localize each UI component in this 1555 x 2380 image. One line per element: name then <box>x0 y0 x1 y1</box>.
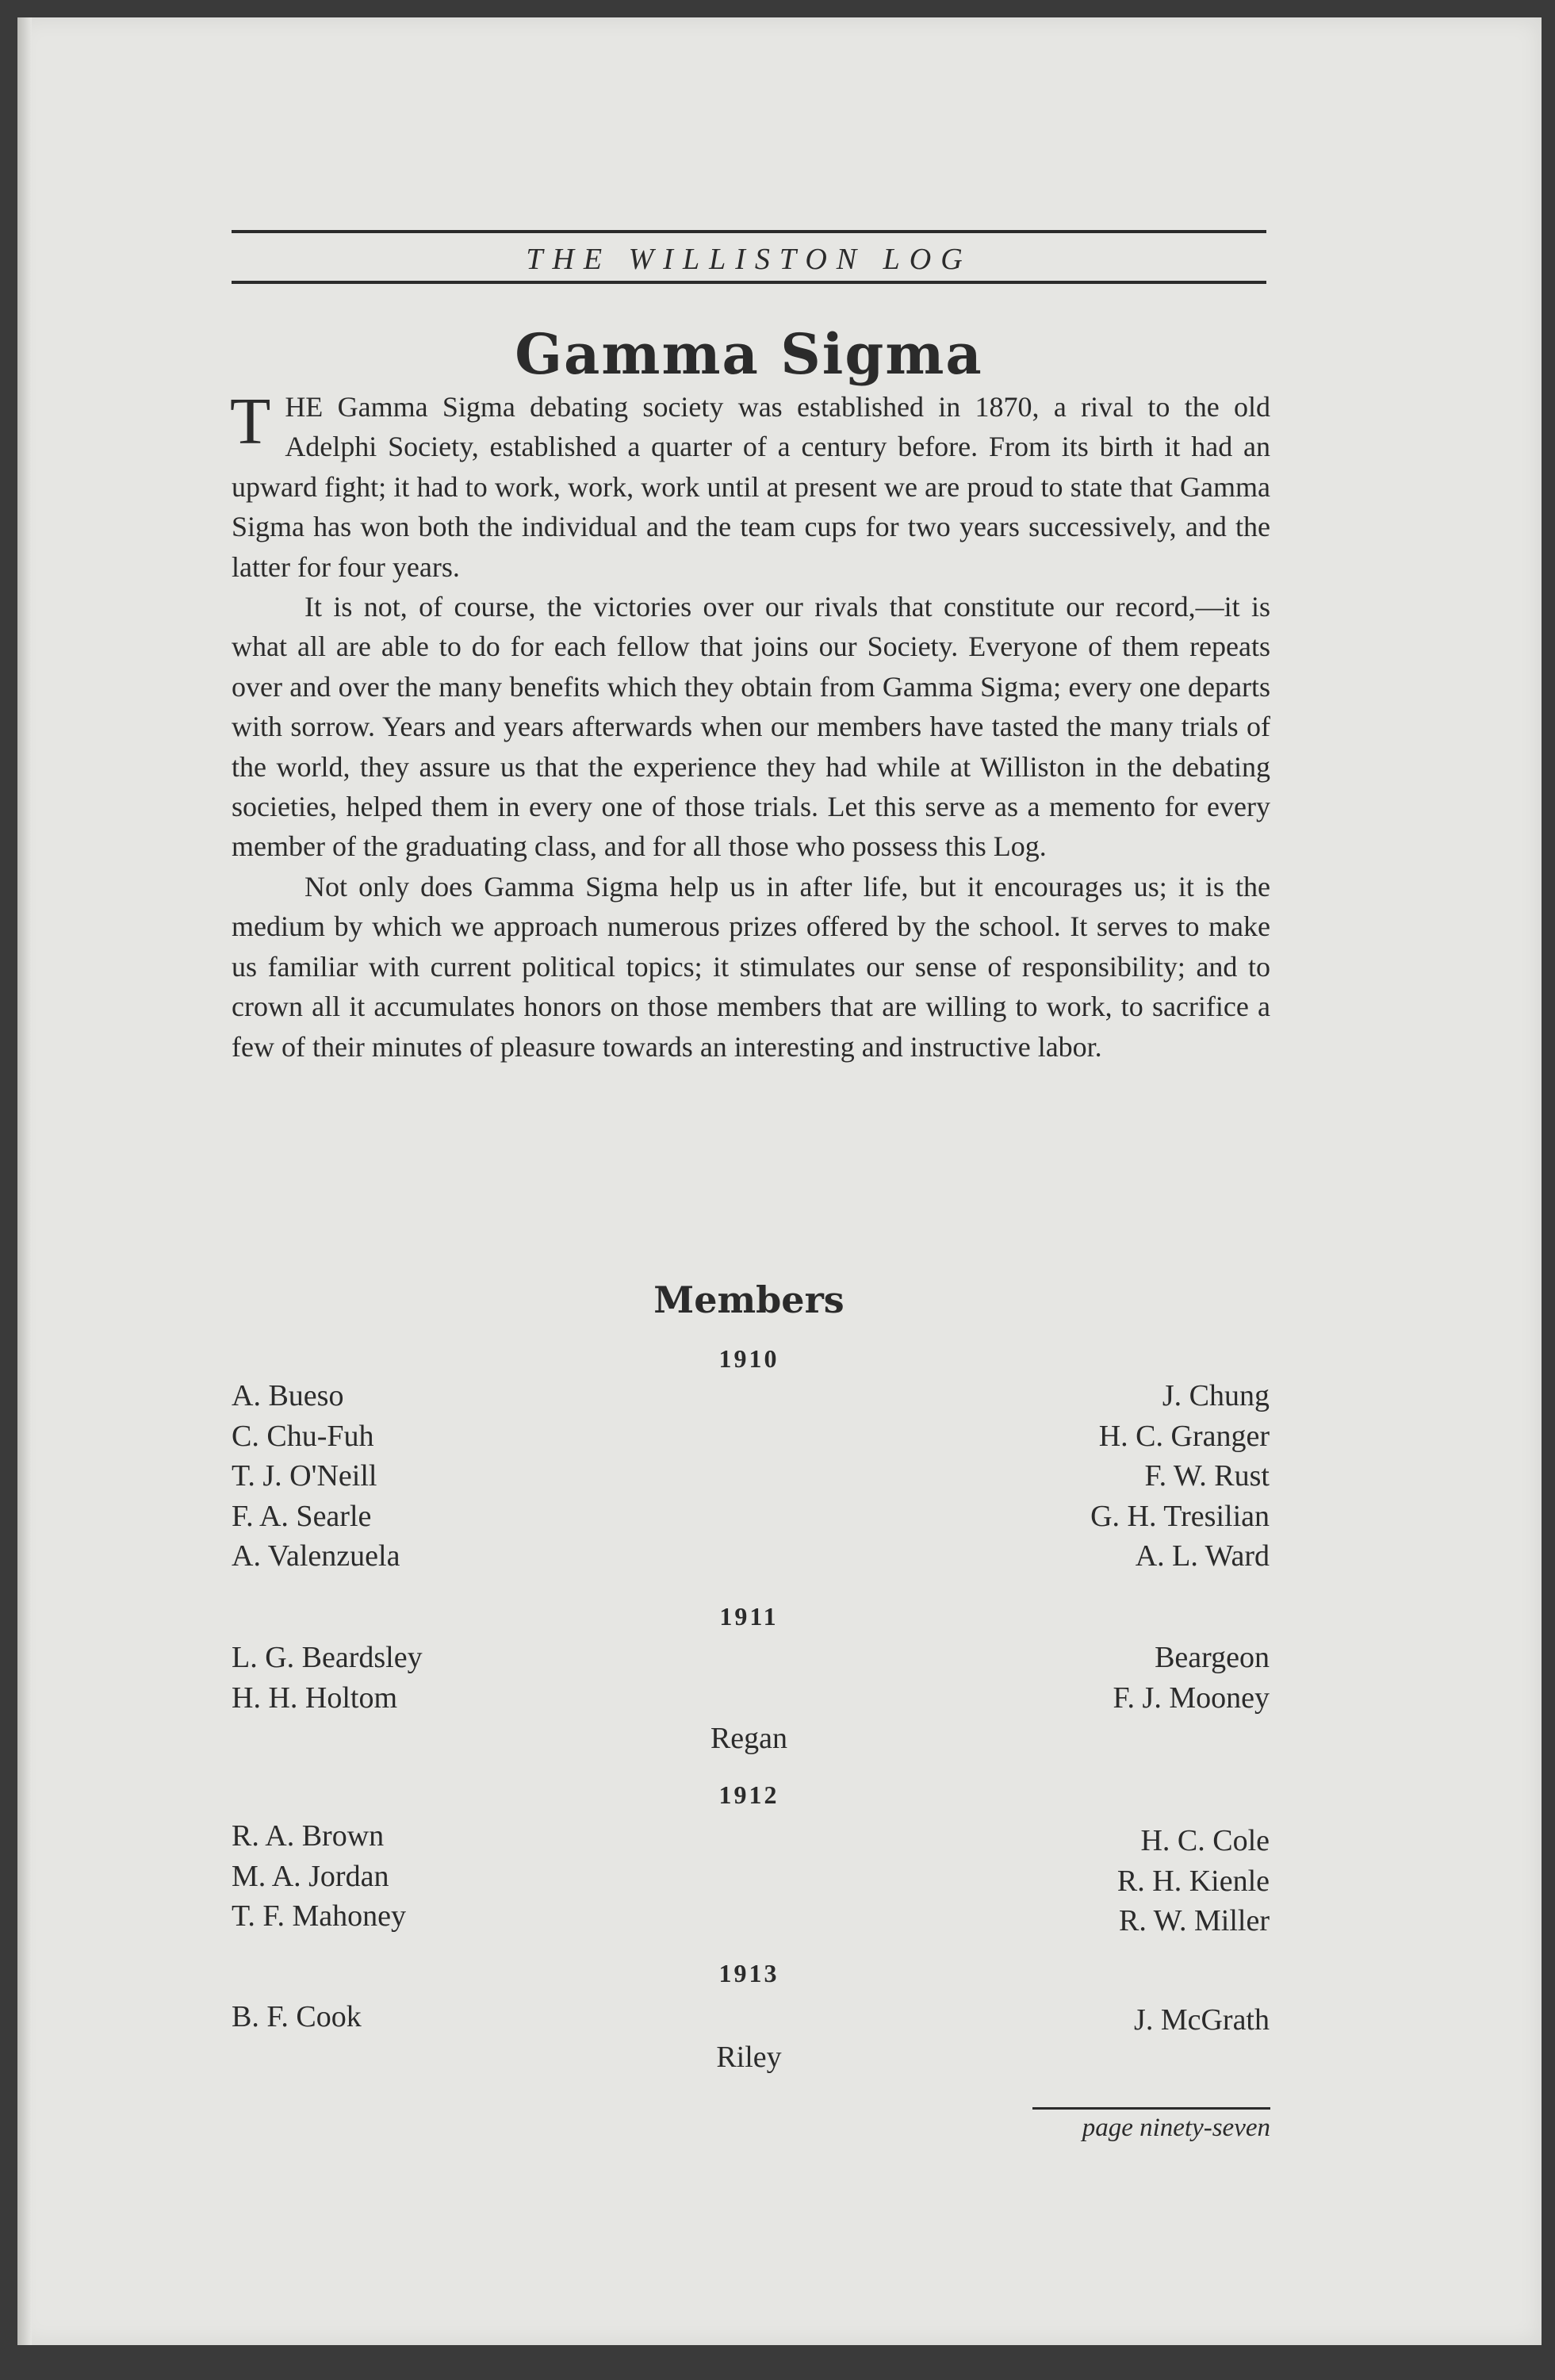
footer-rule <box>1032 2107 1270 2110</box>
member-name: C. Chu-Fuh <box>232 1419 374 1453</box>
class-1910-left-column <box>232 1376 400 1577</box>
member-name: R. A. Brown <box>232 1819 385 1853</box>
member-name: L. G. Beardsley <box>232 1641 423 1674</box>
member-name: H. H. Holtom <box>232 1681 397 1715</box>
paragraph-1-text: HE Gamma Sigma debating society was established in 1870, a rival to the old Adelphi Society, established a quarter of a century before. From its birth it had an upward fight; it had to work, work, work until at present we are proud to state that Gamma Sigma has won both the individual and the team cups for two years successively, and the latter for four years. <box>232 391 1270 583</box>
running-head: THE WILLISTON LOG <box>526 243 972 276</box>
class-1912-right-column <box>1117 1821 1270 1941</box>
class-1910-right-column <box>1090 1376 1270 1577</box>
members-heading: Members <box>653 1278 845 1321</box>
member-name: J. McGrath <box>1134 2003 1270 2037</box>
class-1913-right-column <box>1134 2000 1270 2041</box>
member-name: T. J. O'Neill <box>232 1459 377 1493</box>
paragraph-1 <box>232 387 1270 587</box>
member-name: A. Bueso <box>232 1379 344 1412</box>
book-binding <box>17 17 32 2345</box>
member-name: T. F. Mahoney <box>232 1899 407 1933</box>
drop-cap: T <box>230 385 271 458</box>
paragraph-2: It is not, of course, the victories over our rivals that constitute our record,—it is what all are able to do for each fellow that joins our Society. Everyone of them repeats over and over the many benefits which they obtain from Gamma Sigma; every one departs with sorrow. Years and years afterwards when our members have tasted the many trials of the world, they assure us that the experience they had while at Williston in the debating societies, helped them in every one of those trials. Let this serve as a memento for every member of the graduating class, and for all those who possess this Log. <box>232 591 1270 863</box>
member-name: A. L. Ward <box>1135 1539 1270 1573</box>
member-name: R. H. Kienle <box>1116 1864 1270 1898</box>
member-name: F. A. Searle <box>232 1499 372 1533</box>
page-number: page ninety-seven <box>1082 2114 1270 2142</box>
member-name: M. A. Jordan <box>232 1859 389 1893</box>
class-1911-right-column <box>1113 1638 1270 1718</box>
member-name-center: Regan <box>710 1722 788 1755</box>
member-name: H. C. Granger <box>1098 1419 1270 1453</box>
member-name: Beargeon <box>1155 1641 1270 1674</box>
header-rule-top <box>232 230 1266 233</box>
class-1911-left-column <box>232 1638 423 1718</box>
page-title: Gamma Sigma <box>515 321 983 387</box>
class-1913-left-column <box>232 1997 362 2037</box>
member-name: G. H. Tresilian <box>1090 1499 1270 1533</box>
member-name: H. C. Cole <box>1140 1824 1270 1857</box>
member-name: B. F. Cook <box>232 2000 362 2033</box>
class-year-1912: 1912 <box>718 1780 779 1809</box>
member-name: R. W. Miller <box>1118 1904 1270 1937</box>
paragraph-3: Not only does Gamma Sigma help us in after life, but it encourages us; it is the medium by which we approach numerous prizes offered by the school. It serves to make us familiar with current political topics; it stimulates our sense of responsibility; and to crown all it accumulates honors on those members that are willing to work, to sacrifice a few of their minutes of pleasure towards an interesting and instructive labor. <box>232 870 1270 1063</box>
member-name: A. Valenzuela <box>232 1539 400 1573</box>
class-year-1910: 1910 <box>718 1344 779 1373</box>
article-body <box>232 387 1270 1067</box>
member-name-center: Riley <box>716 2041 782 2074</box>
class-year-1913: 1913 <box>718 1959 779 1987</box>
member-name: F. W. Rust <box>1144 1459 1270 1493</box>
class-1912-left-column <box>232 1816 406 1937</box>
member-name: J. Chung <box>1162 1379 1270 1412</box>
class-year-1911: 1911 <box>719 1602 779 1631</box>
member-name: F. J. Mooney <box>1113 1681 1270 1715</box>
header-rule-bottom <box>232 281 1266 284</box>
